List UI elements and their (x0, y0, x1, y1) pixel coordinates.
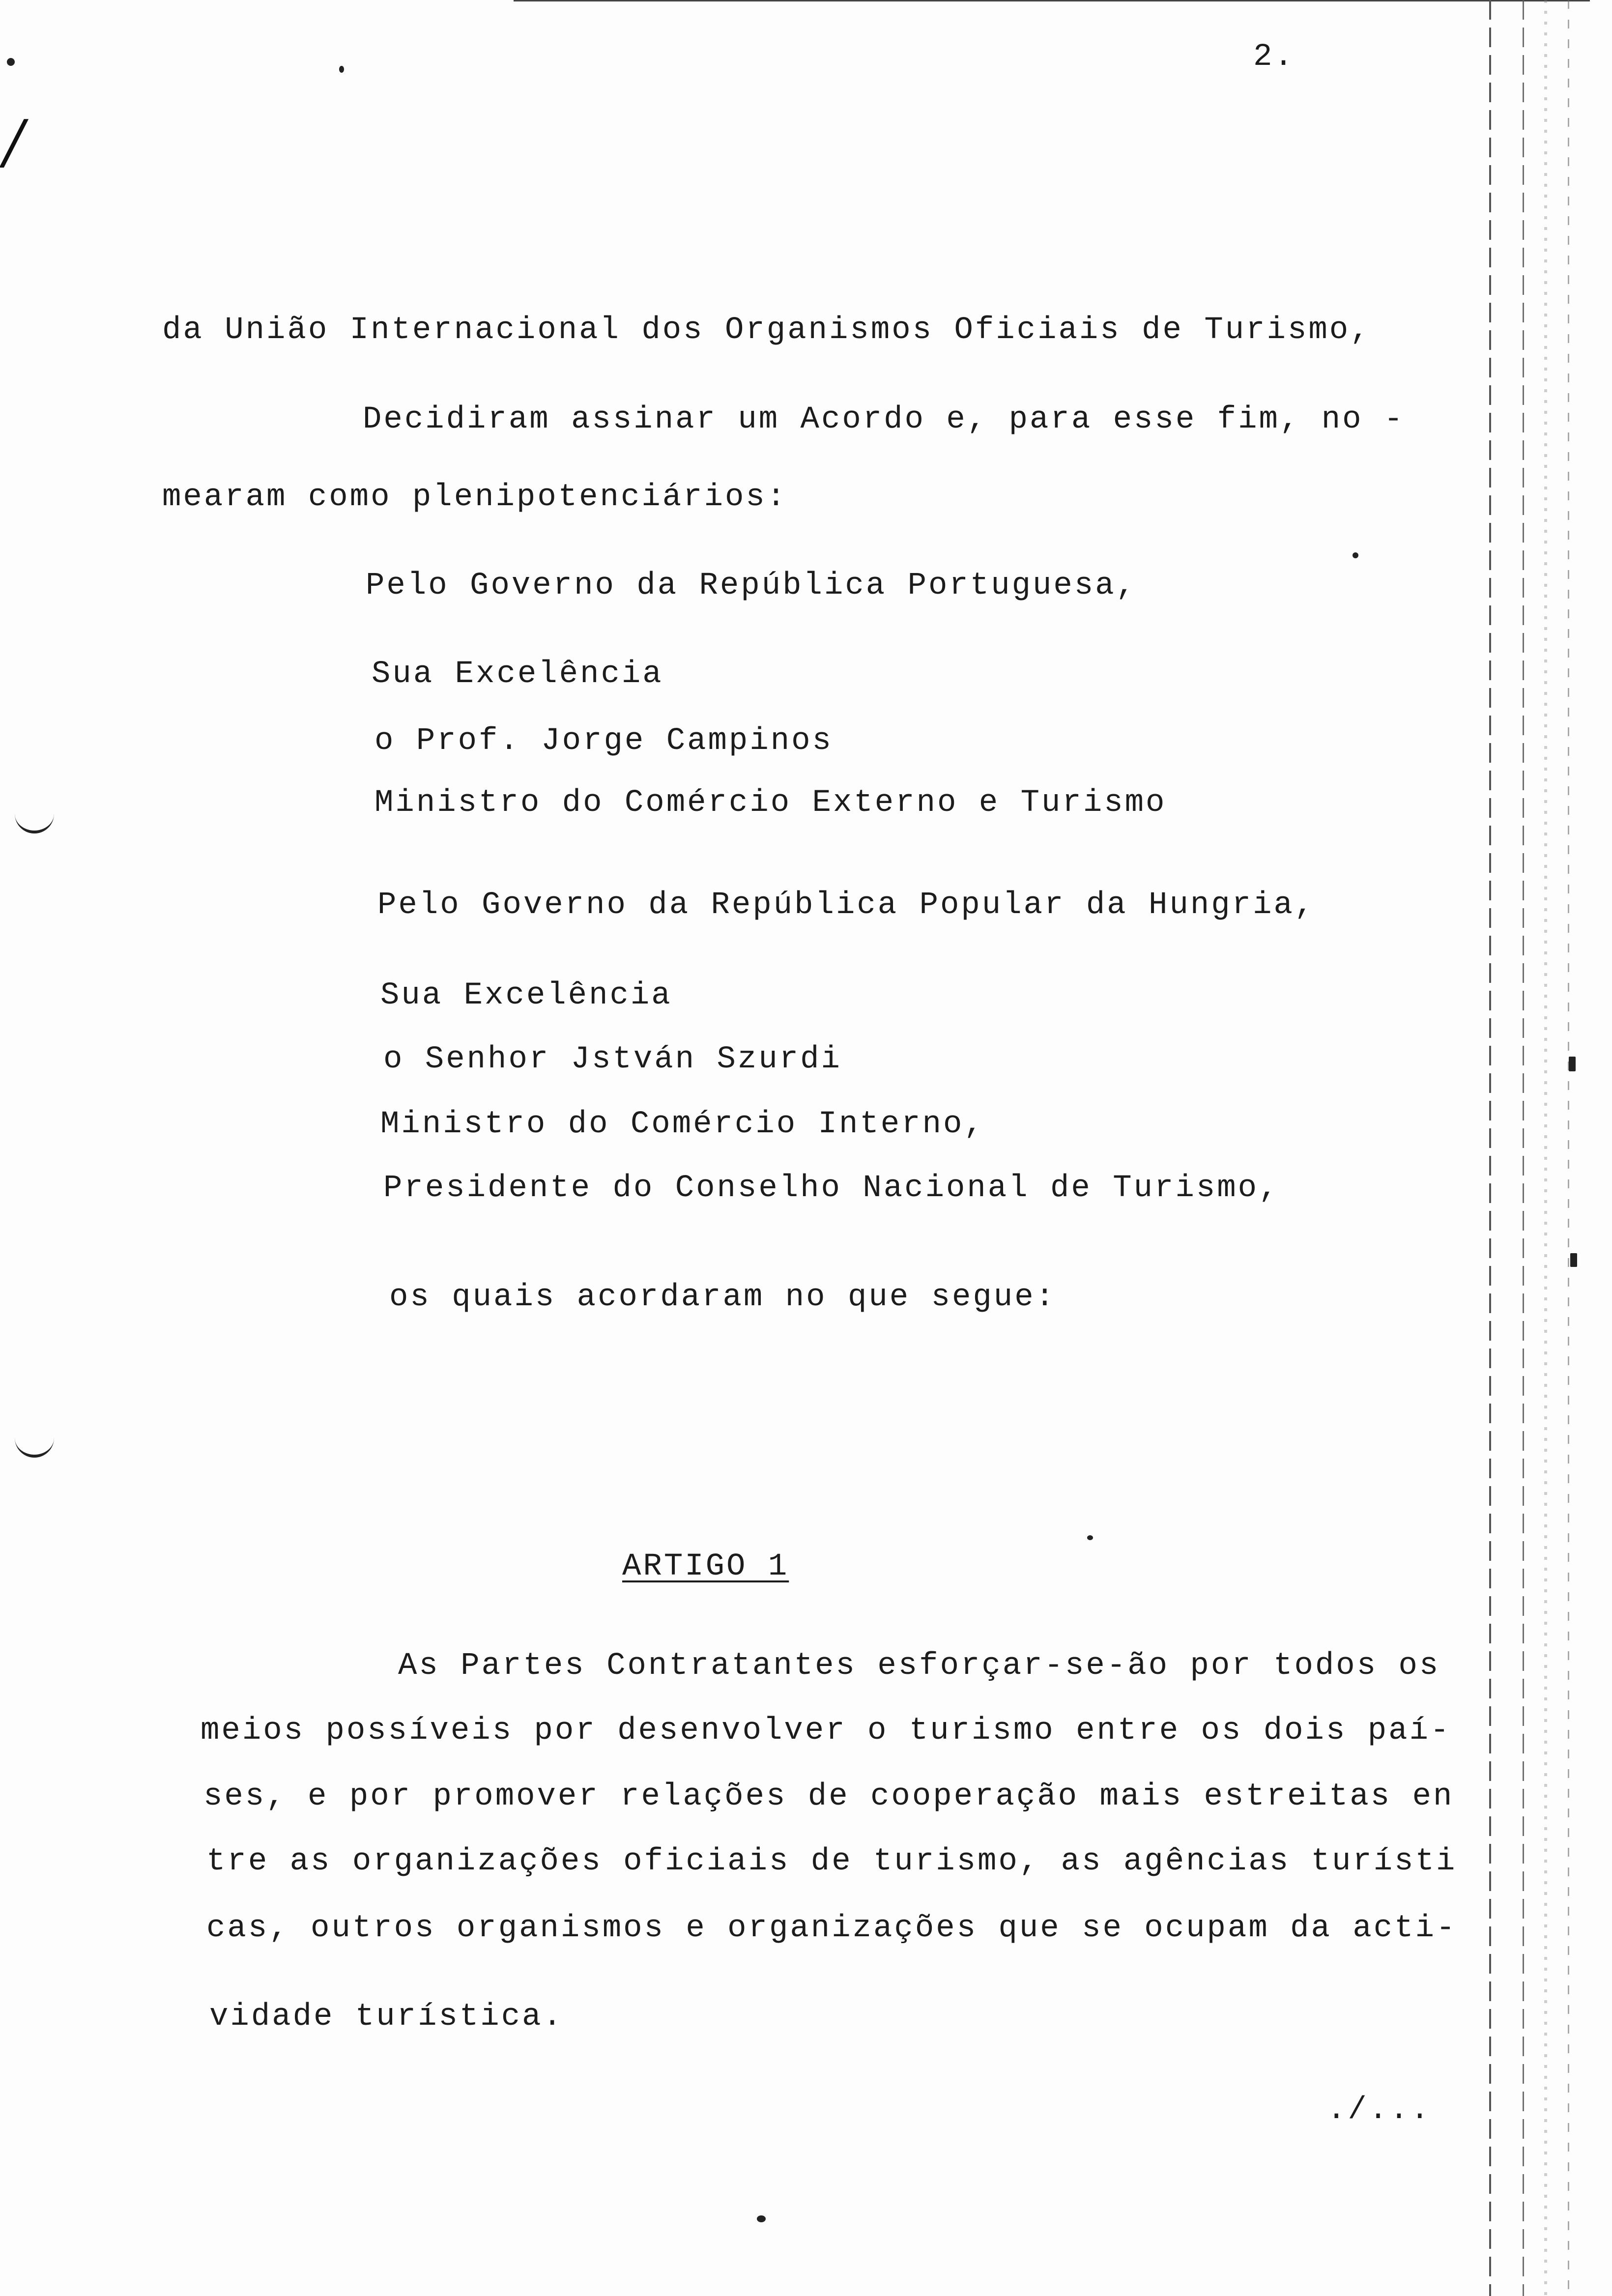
text-line: Sua Excelência (380, 978, 672, 1013)
text-line: da União Internacional dos Organismos Oficiais de Turismo, (162, 313, 1371, 348)
scan-speck (7, 58, 15, 66)
article-text-line: meios possíveis por desenvolver o turismo entre os dois paí- (201, 1713, 1451, 1749)
continuation-mark: ./... (1327, 2093, 1432, 2128)
scan-speck (1570, 1253, 1577, 1267)
scan-speck (1353, 552, 1358, 558)
text-line: os quais acordaram no que segue: (389, 1280, 1056, 1315)
text-line: Ministro do Comércio Externo e Turismo (374, 785, 1167, 821)
text-line: Ministro do Comércio Interno, (380, 1107, 985, 1142)
margin-mark: / (4, 108, 24, 176)
scan-edge-line (1523, 0, 1524, 2296)
article-text-line: As Partes Contratantes esforçar-se-ão por todos os (398, 1648, 1440, 1684)
scan-speck (757, 2215, 766, 2222)
article-heading: ARTIGO 1 (622, 1549, 789, 1584)
scan-edge-line (1568, 0, 1569, 2296)
scan-edge-noise (1544, 0, 1547, 2296)
article-text-line: ses, e por promover relações de cooperação mais estreitas en (203, 1779, 1454, 1814)
scan-speck (339, 66, 344, 73)
text-line: Pelo Governo da República Popular da Hungria, (377, 888, 1316, 923)
article-text-line: cas, outros organismos e organizações que se ocupam da acti- (206, 1911, 1457, 1946)
text-line: o Prof. Jorge Campinos (374, 723, 833, 759)
page-number: 2. (1253, 39, 1295, 75)
scan-top-rule (514, 0, 1590, 1)
scan-speck (1087, 1535, 1093, 1540)
text-line: mearam como plenipotenciários: (162, 480, 788, 515)
scan-speck (1569, 1057, 1576, 1071)
text-line: Presidente do Conselho Nacional de Turismo, (383, 1171, 1280, 1206)
punch-hole-mark (15, 1435, 54, 1458)
article-text-line: tre as organizações oficiais de turismo, as agências turísti (206, 1844, 1457, 1879)
text-line: Sua Excelência (372, 657, 663, 692)
punch-hole-mark (15, 811, 54, 833)
article-text-line: vidade turística. (209, 1999, 564, 2035)
scan-edge-line (1489, 0, 1491, 2296)
text-line: Decidiram assinar um Acordo e, para esse fim, no - (363, 402, 1405, 437)
text-line: o Senhor Jstván Szurdi (383, 1042, 842, 1077)
text-line: Pelo Governo da República Portuguesa, (366, 568, 1137, 603)
